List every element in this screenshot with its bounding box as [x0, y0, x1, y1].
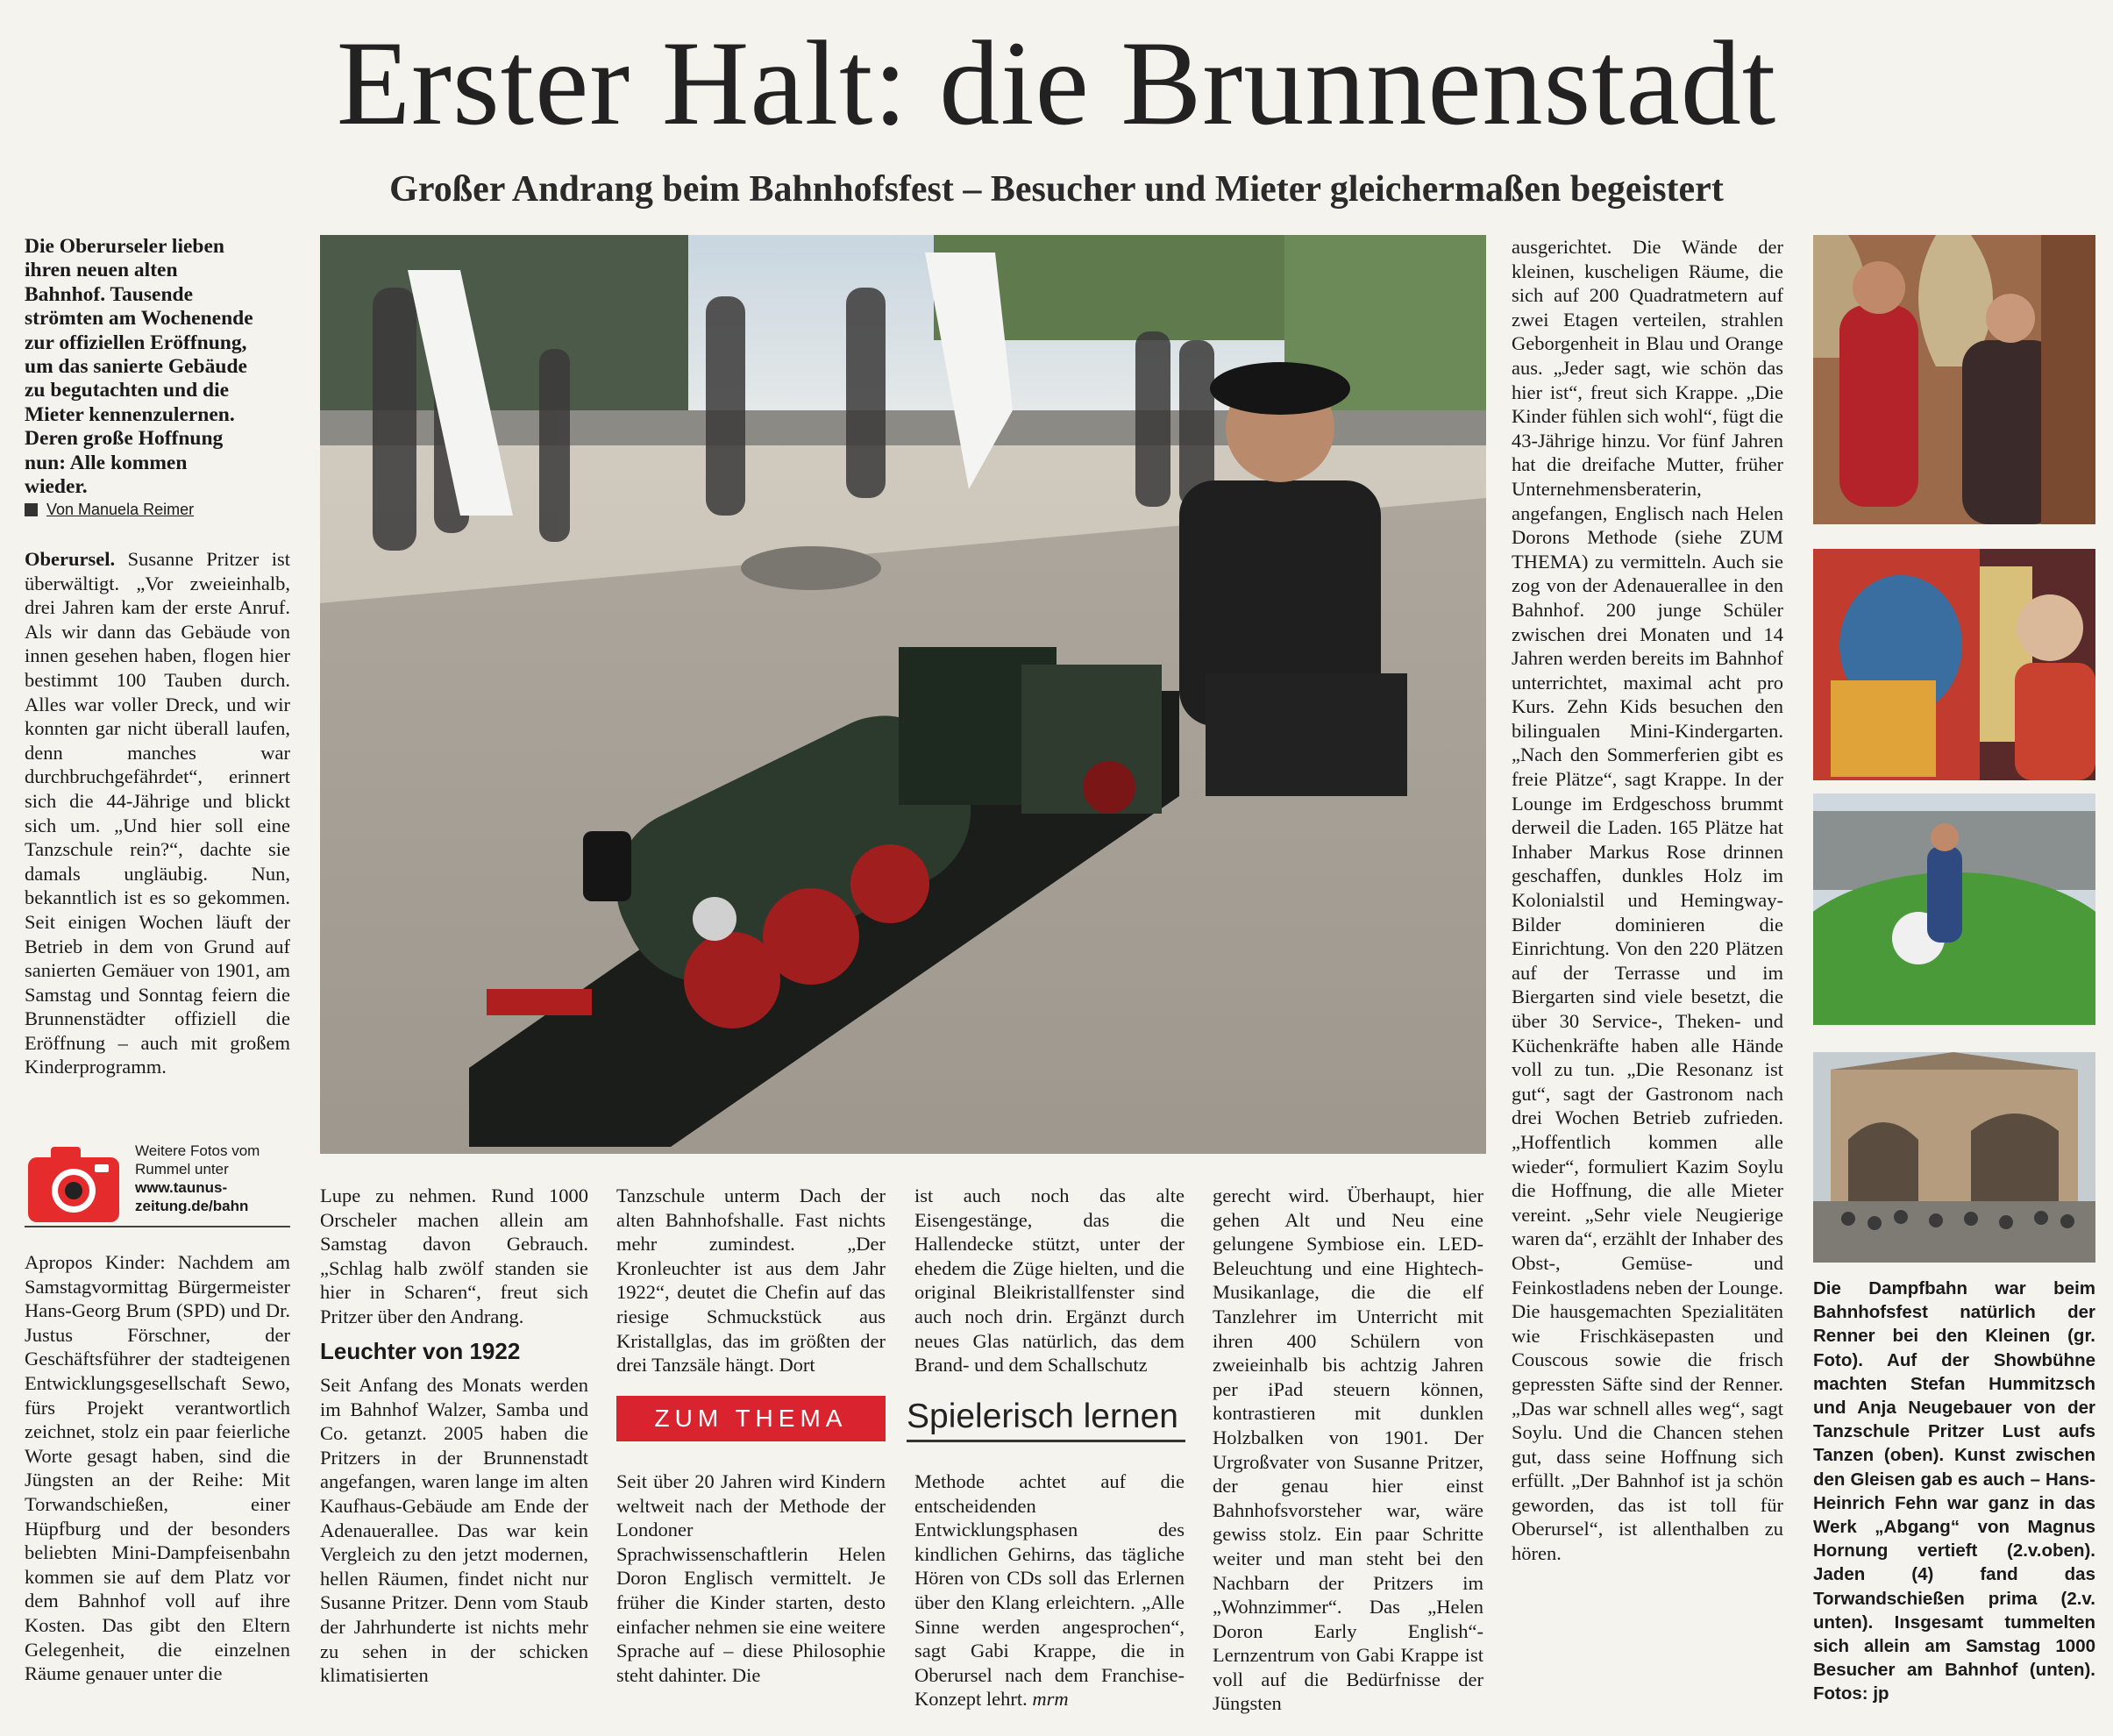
zum-thema-label: ZUM THEMA: [616, 1396, 886, 1441]
column-6-text: ausgerichtet. Die Wände der kleinen, kuscheligen Räume, die sich auf 200 Quadratmetern auf zwei Etagen verteilen, strahlen Geborgenheit in Blau und Orange aus. „Jeder sagt, wie schön das hier ist“, freut sich Krappe. „Die Kinder fühlen sich wohl“, fügt die 43-Jährige hinzu. Vor fünf Jahren hat die dreifache Mutter, früher Unternehmensberaterin, angefangen, Englisch nach Helen Dorons Methode (siehe ZUM THEMA) zu vermitteln. Auch sie zog von der Adenauerallee in den Bahnhof. 200 junge Schüler zwischen drei Monaten und 14 Jahren werden bereits im Bahnhof unterrichtet, maximal acht pro Kurs. Zehn Kids besuchen den bilingualen Mini-Kindergarten. „Nach den Sommerferien gibt es freie Plätze“, sagt Krappe. In der Lounge im Erdgeschoss brummt derweil die Laden. 165 Plätze hat Inhaber Markus Rose drinnen geschaffen, dunkles Holz im Kolonialstil und Hemingway-Bilder dominieren die Einrichtung. Von den 220 Plätzen auf der Terrasse und im Biergarten sind viele besetzt, die über 30 Service-, Theken- und Küchenkräfte haben alle Hände voll zu tun. „Die Resonanz ist gut“, sagt der Gastronom nach drei Wochen Betrieb zufrieden. „Hoffentlich kommen alle wieder“, formuliert Kazim Soylu die Hoffnung, die alle Mieter vereint. „Sehr viele Neugierige waren da“, erzählt der Inhaber des Obst-, Gemüse- und Feinkostladens neben der Lounge. Die hausgemachten Spezialitäten wie Frischkäsepasten und Couscous sowie die frisch gepressten Säfte sind der Renner. „Das war schnell alles weg“, sagt Soylu. Und die Chancen stehen gut, dass seine Hoffnung sich erfüllt. „Der Bahnhof ist ja schön geworden, das ist toll für Oberursel“, ist allenthalben zu hören.: [1512, 236, 1783, 1565]
divider: [25, 1226, 290, 1227]
column-4-body: Methode achtet auf die entscheidenden Entwicklungsphasen des kindlichen Gehirns, das tägliche Hören von CDs soll das Erlernen über den Klang erleichtern. „Alle Sinne werden angesprochen“, sagt Gabi Krappe, die in Oberursel nach dem Franchise-Konzept lehrt.: [914, 1470, 1185, 1711]
column-5-text: gerecht wird. Überhaupt, hier gehen Alt und Neu eine gelungene Symbiose ein. LED-Beleuchtung und eine Hightech-Musikanlage, die die elf Tanzlehrer im Unterricht mit ihren 400 Schülern von zweieinhalb bis achtzig Jahren per iPad steuern können, kontrastieren mit dunklen Holzbalken von 1901. Der Urgroßvater von Susanne Pritzer, der genau hier einst Bahnhofsvorsteher war, wäre gewiss stolz. Ein paar Schritte weiter und man steht bei den Nachbarn der Pritzers im „Wohnzimmer“. Das „Helen Doron Early English“-Lernzentrum von Gabi Krappe ist voll auf die Bedürfnisse der Jüngsten: [1213, 1185, 1483, 1715]
camera-icon: [25, 1142, 123, 1225]
more-photos-url-2[interactable]: zeitung.de/bahn: [135, 1198, 249, 1214]
column-1-body: Susanne Pritzer ist überwältigt. „Vor zweieinhalb, drei Jahren kam der erste Anruf. Als wir dann das Gebäude von innen gesehen haben, flogen hier bestimmt 100 Tauben durch. Alles war voller Dreck, und wir konnten gar nicht überall laufen, denn manches war durchbruchgefährdet“, erinnert sich die 44-Jährige und blickt sich um. „Und hier soll eine Tanzschule rein?“, dachte sie damals ungläubig. Nun, bekanntlich ist es so gekommen. Seit einigen Wochen läuft der Betrieb in dem von Grund auf sanierten Gemäuer von 1901, am Samstag und Sonntag feiern die Brunnenstädter offiziell die Eröffnung – auch mit großem Kinderprogramm.: [25, 548, 291, 1078]
photo-bahnhof-crowd: [1813, 1052, 2095, 1263]
column-4-author: mrm: [1032, 1688, 1069, 1711]
column-4-bottom-text: [914, 1469, 1185, 1711]
subheading-leuchter: Leuchter von 1922: [320, 1338, 521, 1364]
dateline: Oberursel.: [25, 548, 116, 570]
subheadline: Großer Andrang beim Bahnhofsfest – Besucher und Mieter gleichermaßen begeistert: [389, 169, 1724, 210]
column-3-top-text: Tanzschule unterm Dach der alten Bahnhofshalle. Fast nichts mehr zumindest. „Der Kronleuchter ist aus dem Jahr 1922“, deutet die Chefin auf das riesige Schmuckstück aus Kristallglas, das im größten der drei Tanzsäle hängt. Dort: [616, 1185, 886, 1377]
article-intro: Die Oberurseler lieben ihren neuen alten Bahnhof. Tausende strömten am Wochenende zur offiziellen Eröffnung, um das sanierte Gebäude zu begutachten und die Mieter kennenzulernen. Deren große Hoffnung nun: Alle kommen wieder.: [25, 235, 253, 499]
photo-dancers: [1813, 235, 2095, 524]
column-1-text: [25, 547, 290, 1079]
photo-caption: [1813, 1277, 2095, 1706]
column-1-bottom-text: Apropos Kinder: Nachdem am Samstagvormittag Bürgermeister Hans-Georg Brum (SPD) und Dr. Justus Förschner, der Geschäftsführer der stadteigenen Entwicklungsgesellschaft Sewo, fürs Projekt verantwortlich zeichnet, stolz ein paar feierliche Worte gesagt haben, sind die Jüngsten an der Reihe: Mit Torwandschießen, einer Hüpfburg und der besonders beliebten Mini-Dampfeisenbahn kommen sie auf dem Platz vor dem Bahnhof voll auf ihre Kosten. Das gibt den Eltern Gelegenheit, die einzelnen Räume genauer unter die: [25, 1251, 290, 1685]
photo-caption-text: Die Dampfbahn war beim Bahnhofsfest natürlich der Renner bei den Kleinen (gr. Foto). Auf der Showbühne machten Stefan Hummitzsch und Anja Neugebauer von der Tanzschule Pritzer Lust aufs Tanzen (oben). Kunst zwischen den Gleisen gab es auch – Hans-Heinrich Fehn war ganz in das Werk „Abgang“ von Magnus Hornung vertieft (2.v.oben). Jaden (4) fand das Torwandschießen prima (2.v. unten). Insgesamt tummelten sich allein am Samstag 1000 Besucher am Bahnhof (unten).: [1813, 1278, 2095, 1681]
photo-torwand: [1813, 793, 2095, 1025]
byline: [25, 500, 254, 519]
spielerisch-lernen-heading: Spielerisch lernen: [907, 1394, 1185, 1442]
more-photos-line-1: Weitere Fotos vom: [135, 1142, 260, 1159]
byline-square-icon: [25, 503, 38, 516]
photo-art-exhibit: [1813, 549, 2095, 780]
headline: Erster Halt: die Brunnenstadt: [336, 16, 1777, 150]
column-2-top-text: Lupe zu nehmen. Rund 1000 Orscheler machen allein am Samstag davon Gebrauch. „Schlag halb zwölf standen sie hier in Scharen“, freut sich Pritzer über den Andrang.: [320, 1185, 588, 1327]
byline-name: Von Manuela Reimer: [46, 501, 195, 518]
more-photos-url-1[interactable]: www.taunus-: [135, 1179, 228, 1196]
column-2-body: Seit Anfang des Monats werden im Bahnhof Walzer, Samba und Co. getanzt. 2005 haben die Pritzers in der Brunnenstadt angefangen, waren lange im alten Kaufhaus-Gebäude am Ende der Adenauerallee. Das war kein Vergleich zu den jetzt modernen, hellen Räumen, findet nicht nur Susanne Pritzer. Denn vom Staub der Jahrhunderte ist nichts mehr zu sehen in der schicken klimatisierten: [320, 1374, 588, 1687]
photo-credit: Fotos: jp: [1813, 1683, 1889, 1704]
more-photos-note: [135, 1142, 293, 1215]
column-3-bottom-text: Seit über 20 Jahren wird Kindern weltweit nach der Methode der Londoner Sprachwissenschaftlerin Helen Doron Englisch vermittelt. Je früher die Kinder starten, desto einfacher nehmen sie eine weitere Sprache auf – diese Philosophie steht dahinter. Die: [616, 1470, 886, 1686]
more-photos-line-2: Rummel unter: [135, 1161, 229, 1177]
main-photo-steam-train: [320, 235, 1486, 1154]
column-4-top-text: ist auch noch das alte Eisengestänge, das die Hallendecke stützt, unter der ehedem die Züge hielten, und die original Bleikristallfenster sind auch noch drin. Ergänzt durch neues Glas natürlich, das dem Brand- und dem Schallschutz: [914, 1185, 1185, 1377]
